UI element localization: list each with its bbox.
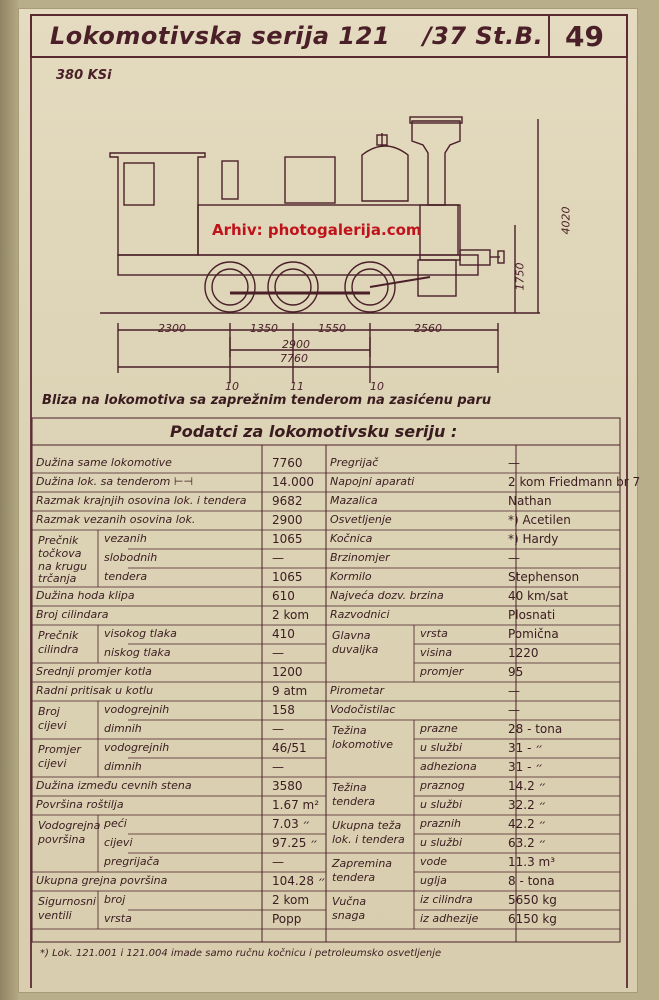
left-sub-value: — (272, 760, 284, 774)
left-group-label: točkova (38, 546, 82, 560)
right-sub-value: 11.3 m³ (508, 855, 556, 869)
left-group-label: Vodogrejna (38, 819, 101, 832)
left-sub-label: cijevi (104, 836, 133, 849)
right-row-value: 2 kom Friedmann br 7 (508, 475, 641, 489)
watermark: Arhiv: photogalerija.com (212, 221, 422, 239)
left-group-label: cilindra (38, 643, 79, 656)
right-sub-label: iz adhezije (420, 912, 479, 925)
right-sub-value: 28 - tona (508, 722, 563, 736)
right-sub-value: 14.2 ״ (508, 779, 547, 793)
left-group-label: cijevi (38, 719, 67, 732)
left-sub-label: slobodnih (104, 551, 158, 564)
right-row-label: Pirometar (330, 684, 385, 697)
right-row-label: Kočnica (330, 532, 373, 545)
series-suffix: /37 St.B. (422, 22, 544, 50)
manufacturer-label: 380 KSi (56, 68, 112, 83)
right-group-label: duvaljka (332, 643, 379, 656)
left-sub-label: pregrijača (104, 855, 160, 868)
right-sub-label: promjer (420, 665, 464, 678)
right-group-label: lokomotive (332, 738, 393, 751)
left-row-label: Dužina same lokomotive (36, 456, 172, 469)
dim-axle-2-3: 1550 (318, 322, 346, 335)
right-sub-label: visina (420, 646, 453, 659)
left-sub-label: dimnih (104, 722, 142, 735)
table-title: Podatci za lokomotivsku seriju : (170, 422, 458, 441)
left-row-label: Radni pritisak u kotlu (36, 684, 154, 697)
left-row-value: 3580 (272, 779, 303, 793)
right-row-label: Najveća dozv. brzina (330, 589, 444, 602)
left-sub-value: 7.03 ״ (272, 817, 311, 831)
right-sub-label: praznog (420, 779, 465, 792)
left-sub-label: niskog tlaka (104, 646, 171, 659)
right-sub-label: uglja (420, 874, 447, 887)
left-sub-value: — (272, 855, 284, 869)
right-sub-value: 6150 kg (508, 912, 557, 926)
right-group-label: Zapremina (332, 857, 393, 870)
dim-height: 4020 (559, 206, 573, 235)
right-row-value: — (508, 456, 520, 470)
left-row-label: Dužina hoda klipa (36, 589, 135, 602)
left-sub-value: 1065 (272, 532, 303, 546)
right-group-label: Vučna (332, 895, 367, 908)
left-row-value: 2900 (272, 513, 303, 527)
right-sub-value: 63.2 ״ (508, 836, 547, 850)
left-row-value: 2 kom (272, 608, 310, 622)
right-group-label: lok. i tendera (332, 833, 405, 846)
left-sub-value: — (272, 722, 284, 736)
left-row-value: 1.67 m² (272, 798, 320, 812)
left-row-label: Dužina između cevnih stena (36, 779, 192, 792)
right-sub-value: 8 - tona (508, 874, 555, 888)
axle-load-1: 10 (225, 380, 239, 393)
left-sub-value: 1065 (272, 570, 303, 584)
left-sub-label: peći (104, 817, 127, 830)
dim-axle-1-2: 1350 (250, 322, 278, 335)
dim-rear-overhang: 2560 (414, 322, 442, 335)
left-sub-label: vodogrejnih (104, 703, 170, 716)
left-row-label: Dužina lok. sa tenderom ⊢⊣ (36, 475, 194, 488)
right-row-value: — (508, 703, 520, 717)
right-group-label: Težina (332, 781, 367, 794)
left-row-value: 7760 (272, 456, 303, 470)
left-sub-value: 158 (272, 703, 295, 717)
left-group-label: Prečnik (38, 534, 79, 547)
left-row-label: Razmak krajnjih osovina lok. i tendera (36, 494, 247, 507)
left-row-value: 9682 (272, 494, 303, 508)
left-row-value: 14.000 (272, 475, 314, 489)
right-sub-label: iz cilindra (420, 893, 473, 906)
right-row-label: Napojni aparati (330, 475, 415, 488)
left-group-label: Promjer (38, 743, 81, 756)
right-group-label: Težina (332, 724, 367, 737)
right-sub-value: 95 (508, 665, 524, 679)
right-group-label: snaga (332, 909, 366, 922)
left-row-value: 1200 (272, 665, 303, 679)
left-group-label: trčanja (38, 572, 77, 586)
axle-load-2: 11 (290, 380, 304, 393)
left-sub-label: dimnih (104, 760, 142, 773)
dim-total-length: 7760 (280, 352, 308, 365)
locomotive-drawing (100, 105, 610, 395)
right-row-label: Kormilo (330, 570, 372, 583)
right-group-label: tendera (332, 795, 376, 808)
book-spine (0, 0, 18, 1000)
axle-load-3: 10 (370, 380, 384, 393)
left-group-label: Prečnik (38, 629, 79, 642)
left-sub-label: vrsta (104, 912, 132, 925)
right-row-label: Razvodnici (330, 608, 390, 621)
right-sub-label: vrsta (420, 627, 448, 640)
right-sub-label: vode (420, 855, 447, 868)
right-row-value: *) Acetilen (508, 513, 571, 527)
left-group-label: na krugu (38, 559, 88, 573)
left-sub-label: visokog tlaka (104, 627, 177, 640)
left-sub-value: — (272, 646, 284, 660)
right-sub-label: u službi (420, 741, 463, 754)
left-row-value: 9 atm (272, 684, 308, 698)
title-divider (548, 14, 550, 58)
right-row-value: Plosnati (508, 608, 556, 622)
left-group-label: Sigurnosni (38, 895, 96, 908)
left-row-label: Broj cilindara (36, 608, 109, 621)
right-sub-value: 1220 (508, 646, 539, 660)
right-row-value: — (508, 684, 520, 698)
left-sub-value: 410 (272, 627, 295, 641)
left-row-value: 104.28 ״ (272, 874, 326, 888)
left-group-label: površina (38, 833, 86, 846)
right-sub-value: 42.2 ״ (508, 817, 547, 831)
right-sub-value: 32.2 ״ (508, 798, 547, 812)
right-group-label: Ukupna teža (332, 819, 402, 832)
series-title: Lokomotivska serija 121 (50, 22, 391, 50)
left-row-value: 610 (272, 589, 295, 603)
left-sub-label: vodogrejnih (104, 741, 170, 754)
right-row-label: Brzinomjer (330, 551, 390, 564)
right-row-label: Osvetljenje (330, 513, 392, 526)
left-sub-value: — (272, 551, 284, 565)
right-sub-value: 31 - ״ (508, 760, 543, 774)
dim-wheelbase: 2900 (282, 338, 310, 351)
right-sub-value: 5650 kg (508, 893, 557, 907)
right-row-label: Pregrijač (330, 456, 379, 469)
left-group-label: cijevi (38, 757, 67, 770)
left-sub-value: 2 kom (272, 893, 310, 907)
left-row-label: Razmak vezanih osovina lok. (36, 513, 196, 526)
spec-table-grid (30, 410, 626, 950)
right-sub-value: 31 - ״ (508, 741, 543, 755)
right-row-label: Vodočistilac (330, 703, 396, 716)
right-row-value: — (508, 551, 520, 565)
page-title (50, 22, 543, 50)
dim-front-overhang: 2300 (158, 322, 186, 335)
right-sub-label: u službi (420, 798, 463, 811)
left-sub-value: 97.25 ״ (272, 836, 318, 850)
drawing-caption: Bliza na lokomotiva sa zaprežnim tenderom na zasićenu paru (42, 393, 492, 408)
left-row-label: Ukupna grejna površina (36, 874, 168, 887)
right-row-value: Nathan (508, 494, 552, 508)
left-sub-label: tendera (104, 570, 148, 583)
left-row-label: Površina roštilja (36, 798, 124, 811)
page-number: 49 (565, 20, 604, 53)
left-group-label: Broj (38, 705, 60, 718)
left-sub-value: 46/51 (272, 741, 307, 755)
right-row-value: Stephenson (508, 570, 580, 584)
right-sub-label: adheziona (420, 760, 477, 773)
left-sub-label: broj (104, 893, 126, 906)
left-group-label: ventili (38, 909, 72, 922)
right-row-value: *) Hardy (508, 532, 559, 546)
left-sub-label: vezanih (104, 532, 147, 545)
right-row-label: Mazalica (330, 494, 378, 507)
right-group-label: Glavna (332, 629, 371, 642)
left-sub-value: Popp (272, 912, 302, 926)
right-sub-label: praznih (420, 817, 462, 830)
left-row-label: Srednji promjer kotla (36, 665, 152, 678)
right-sub-label: prazne (420, 722, 458, 735)
right-group-label: tendera (332, 871, 376, 884)
right-sub-value: Pomična (508, 627, 559, 641)
footnote: *) Lok. 121.001 i 121.004 imade samo ručnu kočnicu i petroleumsko osvetljenje (40, 948, 442, 959)
right-sub-label: u službi (420, 836, 463, 849)
right-row-value: 40 km/sat (508, 589, 569, 603)
dim-axis-height: 1750 (513, 262, 527, 291)
frame-right-line (626, 58, 628, 988)
